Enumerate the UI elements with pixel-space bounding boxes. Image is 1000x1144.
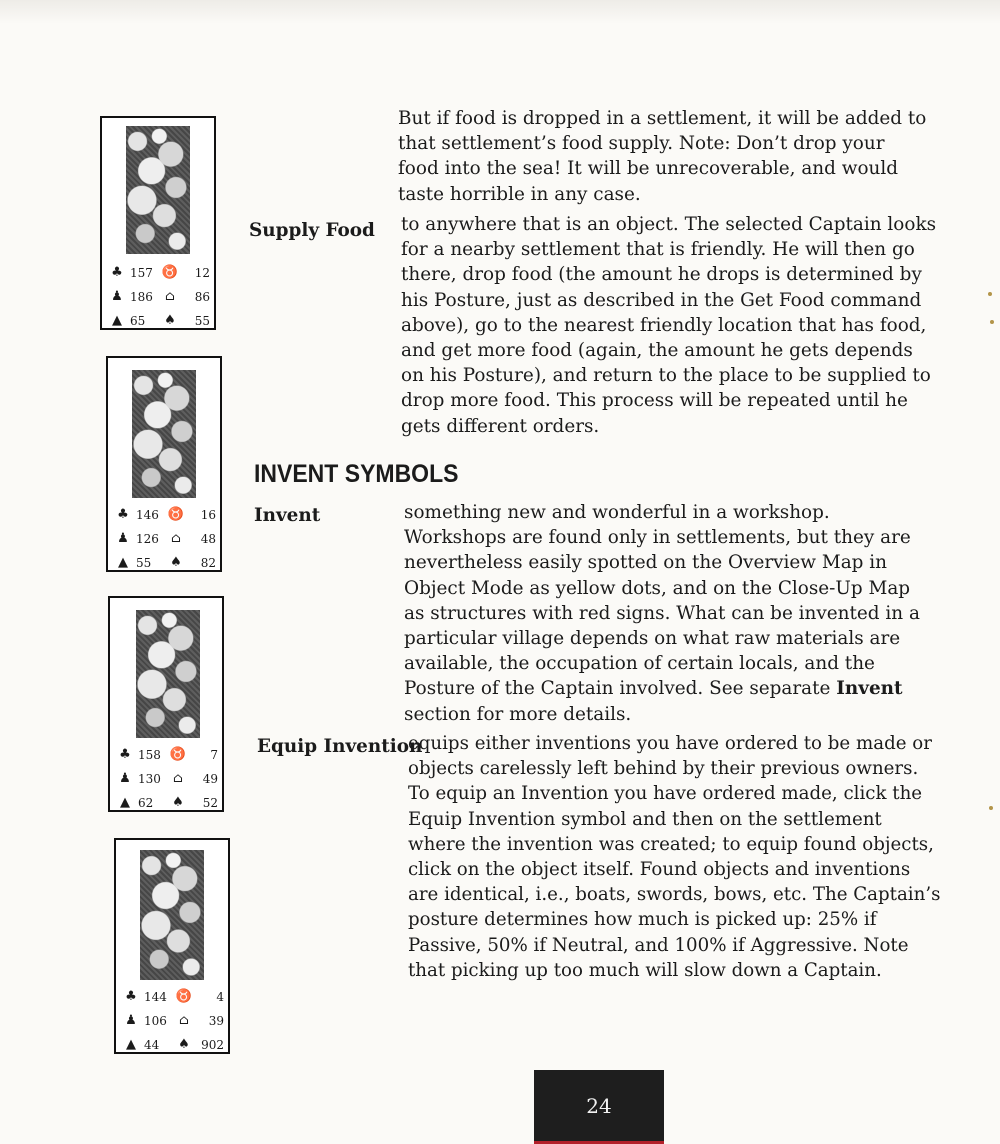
stat-value: 7 — [210, 748, 218, 762]
stat-row — [118, 767, 218, 791]
sail-icon: ▲ — [120, 795, 130, 810]
captain-panel-2 — [106, 356, 222, 572]
page-number-box — [534, 1070, 664, 1144]
house-icon: ⌂ — [173, 771, 183, 786]
map-thumbnail — [126, 126, 190, 254]
house-icon: ⌂ — [179, 1013, 189, 1028]
stat-row — [110, 309, 210, 333]
stats-grid — [124, 985, 224, 1057]
stat-value: 55 — [194, 314, 210, 328]
stat-row — [118, 743, 218, 767]
stat-value: 49 — [202, 772, 218, 786]
bird-icon: ♠ — [178, 1037, 190, 1052]
stat-value: 12 — [194, 266, 210, 280]
invent-text-tail: section for more details. — [404, 703, 632, 725]
supply-food-description: to anywhere that is an object. The selected Captain looks for a nearby settlement that is friendly. He will then go there, drop food (the amount he drops is determined by his Posture, just as described in the Get Food command above), go to the nearest friendly location that has food, and get more food (again, the amount he gets depends on his Posture), and return to the place to be supplied to drop more food. This process will be repeated until he gets different orders. — [401, 214, 937, 437]
stat-value: 44 — [144, 1038, 160, 1052]
stat-value: 144 — [144, 990, 167, 1004]
section-heading: INVENT SYMBOLS — [254, 460, 459, 488]
margin-speck — [988, 292, 992, 296]
stat-value: 39 — [208, 1014, 224, 1028]
stat-value: 82 — [200, 556, 216, 570]
stat-value: 902 — [201, 1038, 224, 1052]
map-thumbnail — [132, 370, 196, 498]
stat-value: 186 — [130, 290, 153, 304]
stat-value: 86 — [194, 290, 210, 304]
stat-row — [124, 1033, 224, 1057]
cow-icon: ♉ — [169, 747, 187, 762]
stat-row — [110, 261, 210, 285]
stat-value: 62 — [138, 796, 154, 810]
stats-grid — [118, 743, 218, 815]
person-icon: ♟ — [111, 289, 123, 304]
stat-row — [110, 285, 210, 309]
stat-value: 65 — [130, 314, 146, 328]
sail-icon: ▲ — [126, 1037, 136, 1052]
stat-value: 16 — [200, 508, 216, 522]
stat-value: 158 — [138, 748, 161, 762]
stats-grid — [110, 261, 210, 333]
stat-value: 130 — [138, 772, 161, 786]
stat-value: 48 — [200, 532, 216, 546]
stat-value: 106 — [144, 1014, 167, 1028]
person-icon: ♟ — [117, 531, 129, 546]
stat-row — [124, 1009, 224, 1033]
stat-row — [116, 503, 216, 527]
tree-icon: ♣ — [125, 989, 137, 1004]
invent-bold-reference: Invent — [836, 678, 903, 700]
paper-edge — [0, 0, 1000, 24]
invent-text: something new and wonderful in a workshop. Workshops are found only in settlements, but they are nevertheless easily spotted on the Overview Map in Object Mode as yellow dots, and on the Close-Up Map as structures with red signs. What can be invented in a particular village depends on what raw materials are available, the occupation of certain locals, and the Posture of the Captain involved. See separate — [404, 502, 920, 700]
person-icon: ♟ — [119, 771, 131, 786]
tree-icon: ♣ — [119, 747, 131, 762]
cow-icon: ♉ — [161, 265, 179, 280]
cow-icon: ♉ — [167, 507, 185, 522]
bird-icon: ♠ — [164, 313, 176, 328]
map-thumbnail — [140, 850, 204, 980]
stat-value: 52 — [202, 796, 218, 810]
stat-value: 55 — [136, 556, 152, 570]
stat-value: 4 — [216, 990, 224, 1004]
term-supply-food: Supply Food — [249, 220, 375, 241]
tree-icon: ♣ — [111, 265, 123, 280]
bird-icon: ♠ — [170, 555, 182, 570]
sail-icon: ▲ — [118, 555, 128, 570]
stat-row — [116, 551, 216, 575]
page-number: 24 — [586, 1094, 612, 1118]
stat-row — [116, 527, 216, 551]
stat-value: 157 — [130, 266, 153, 280]
margin-speck — [989, 806, 993, 810]
person-icon: ♟ — [125, 1013, 137, 1028]
captain-panel-1 — [100, 116, 216, 330]
captain-panel-4 — [114, 838, 230, 1054]
captain-panel-3 — [108, 596, 224, 812]
stats-grid — [116, 503, 216, 575]
stat-value: 126 — [136, 532, 159, 546]
intro-paragraph: But if food is dropped in a settlement, it will be added to that settlement’s food supply. Note: Don’t drop your food into the sea! It will be unrecoverable, and would taste horrible in any case. — [398, 108, 927, 205]
stat-row — [124, 985, 224, 1009]
term-invent: Invent — [254, 505, 321, 526]
stat-value: 146 — [136, 508, 159, 522]
map-thumbnail — [136, 610, 200, 738]
cow-icon: ♉ — [175, 989, 193, 1004]
bird-icon: ♠ — [172, 795, 184, 810]
house-icon: ⌂ — [171, 531, 181, 546]
stat-row — [118, 791, 218, 815]
house-icon: ⌂ — [165, 289, 175, 304]
term-equip-invention: Equip Invention — [257, 736, 423, 757]
invent-description — [404, 500, 920, 727]
sail-icon: ▲ — [112, 313, 122, 328]
equip-invention-description: equips either inventions you have ordered to be made or objects carelessly left behind by their previous owners. To equip an Invention you have ordered made, click the Equip Invention symbol and then on the settlement where the invention was created; to equip found objects, click on the object itself. Found objects and inventions are identical, i.e., boats, swords, bows, etc. The Captain’s posture determines how much is picked up: 25% if Passive, 50% if Neutral, and 100% if Aggressive. Note that picking up too much will slow down a Captain. — [408, 733, 941, 981]
tree-icon: ♣ — [117, 507, 129, 522]
margin-speck — [990, 320, 994, 324]
